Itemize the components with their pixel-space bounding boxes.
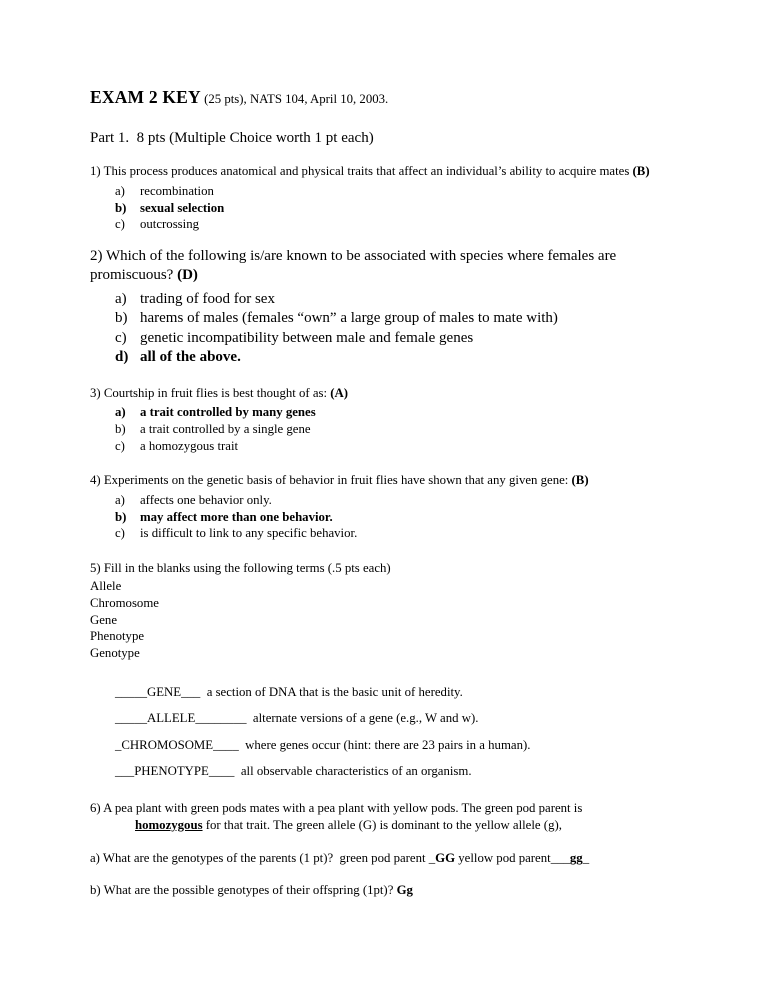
- option-label: b): [115, 200, 127, 215]
- question-2-options-d: [90, 348, 678, 368]
- option-label: d): [115, 349, 129, 366]
- text-run: trading of food for sex: [140, 290, 275, 307]
- text-run: a trait controlled by a single gene: [140, 422, 311, 436]
- text-run: 2) Which of the following is/are known to be associated with species where females are promiscuous?: [90, 247, 617, 284]
- option-text: [140, 310, 558, 326]
- term-genotype: [90, 645, 678, 662]
- question-2-options-a: [90, 290, 678, 310]
- question-4-options-c: [90, 525, 678, 542]
- exam-title: [90, 86, 678, 109]
- text-run: Allele: [90, 579, 122, 594]
- text-run: a trait controlled by many genes: [140, 405, 316, 420]
- text-run: 3) Courtship in fruit flies is best thought of as:: [90, 385, 331, 400]
- question-6b: [90, 882, 678, 899]
- option-label: a): [115, 290, 127, 307]
- option-text: [140, 405, 316, 419]
- question-1-options-b: [90, 200, 678, 217]
- question-6-prompt-line2: [90, 817, 678, 834]
- exam-title-detail: (25 pts), NATS 104, April 10, 2003.: [200, 92, 389, 106]
- text-run: b) What are the possible genotypes of their offspring (1pt)?: [90, 882, 397, 897]
- question-2-options-c: [90, 329, 678, 349]
- text-run: affects one behavior only.: [140, 492, 272, 507]
- option-label: b): [115, 310, 128, 327]
- option-text: [140, 422, 311, 436]
- question-2-options-b: [90, 309, 678, 329]
- option-label: b): [115, 509, 127, 524]
- question-6-prompt-line1: [90, 800, 678, 817]
- text-run: ___: [550, 851, 570, 866]
- question-3-options-a: [90, 404, 678, 421]
- text-run: Gg: [396, 882, 413, 897]
- question-2-prompt: [90, 247, 678, 286]
- option-text: [140, 493, 272, 507]
- part1-heading: [90, 129, 678, 149]
- text-run: _____ALLELE________ alternate versions of a gene (e.g., W and w).: [115, 711, 479, 726]
- text-run: harems of males (females “own” a large group of males to mate with): [140, 310, 558, 327]
- text-run: (D): [177, 267, 198, 284]
- text-run: Genotype: [90, 645, 140, 660]
- question-4-options: [90, 492, 678, 542]
- blank-chromosome: [90, 737, 678, 754]
- option-text: [140, 291, 275, 307]
- term-gene: [90, 612, 678, 629]
- option-text: [140, 217, 199, 231]
- text-run: is difficult to link to any specific behavior.: [140, 526, 358, 541]
- option-label: a): [115, 492, 125, 507]
- text-run: _CHROMOSOME____ where genes occur (hint: there are 23 pairs in a human).: [115, 737, 531, 752]
- text-run: ___PHENOTYPE____ all observable characteristics of an organism.: [115, 764, 472, 779]
- blank-phenotype: [90, 763, 678, 780]
- question-1-options-a: [90, 183, 678, 200]
- option-label: c): [115, 526, 125, 541]
- text-run: 5) Fill in the blanks using the following terms (.5 pts each): [90, 560, 391, 575]
- question-1-prompt: [90, 163, 678, 180]
- option-text: [140, 201, 224, 215]
- text-run: (B): [571, 473, 589, 488]
- question-3-prompt: [90, 385, 678, 402]
- text-run: 4) Experiments on the genetic basis of behavior in fruit flies have shown that any given gene:: [90, 473, 572, 488]
- option-label: c): [115, 438, 125, 453]
- question-3-options-c: [90, 438, 678, 455]
- question-1-options-c: [90, 216, 678, 233]
- text-run: a homozygous trait: [140, 438, 239, 453]
- option-label: c): [115, 329, 127, 346]
- text-run: a) What are the genotypes of the parents (1 pt)? green pod parent: [90, 851, 429, 866]
- question-5-prompt: [90, 560, 678, 577]
- text-run: sexual selection: [140, 200, 225, 215]
- text-run: GG: [435, 851, 456, 866]
- text-run: _: [582, 851, 590, 866]
- text-run: yellow pod parent: [455, 851, 551, 866]
- text-run: Phenotype: [90, 629, 145, 644]
- text-run: (A): [330, 385, 349, 400]
- text-run: Part 1. 8 pts (Multiple Choice worth 1 pt each): [90, 129, 374, 146]
- option-text: [140, 349, 241, 365]
- option-text: [140, 184, 214, 198]
- question-2-options: [90, 290, 678, 368]
- text-run: _: [428, 851, 436, 866]
- exam-title-main: EXAM 2 KEY: [90, 87, 201, 107]
- text-run: 1) This process produces anatomical and physical traits that affect an individual’s ability to acquire mates: [90, 164, 633, 179]
- term-chromosome: [90, 595, 678, 612]
- text-run: genetic incompatibility between male and female genes: [140, 329, 474, 346]
- option-text: [140, 439, 238, 453]
- term-phenotype: [90, 628, 678, 645]
- question-3-options: [90, 404, 678, 454]
- text-run: may affect more than one behavior.: [140, 509, 333, 524]
- blank-gene: [90, 684, 678, 701]
- blank-allele: [90, 710, 678, 727]
- text-run: gg: [569, 851, 583, 866]
- text-run: for that trait. The green allele (G) is dominant to the yellow allele (g),: [202, 817, 562, 832]
- text-run: all of the above.: [140, 349, 241, 366]
- question-4-options-b: [90, 509, 678, 526]
- text-run: _____GENE___ a section of DNA that is the basic unit of heredity.: [115, 684, 463, 699]
- option-text: [140, 526, 357, 540]
- option-text: [140, 510, 333, 524]
- option-text: [140, 330, 473, 346]
- text-run: homozygous: [135, 817, 203, 832]
- option-label: b): [115, 422, 126, 436]
- question-3-options-b: [90, 421, 678, 438]
- text-run: 6) A pea plant with green pods mates with a pea plant with yellow pods. The green pod parent is: [90, 801, 583, 815]
- term-allele: [90, 578, 678, 595]
- text-run: Chromosome: [90, 596, 159, 610]
- text-run: Gene: [90, 612, 117, 627]
- option-label: a): [115, 405, 126, 420]
- question-4-prompt: [90, 472, 678, 489]
- text-run: (B): [632, 164, 650, 179]
- option-label: a): [115, 183, 125, 198]
- question-1-options: [90, 183, 678, 233]
- text-run: outcrossing: [140, 217, 200, 232]
- text-run: recombination: [140, 183, 214, 198]
- question-4-options-a: [90, 492, 678, 509]
- question-6a: [90, 850, 678, 867]
- option-label: c): [115, 217, 125, 232]
